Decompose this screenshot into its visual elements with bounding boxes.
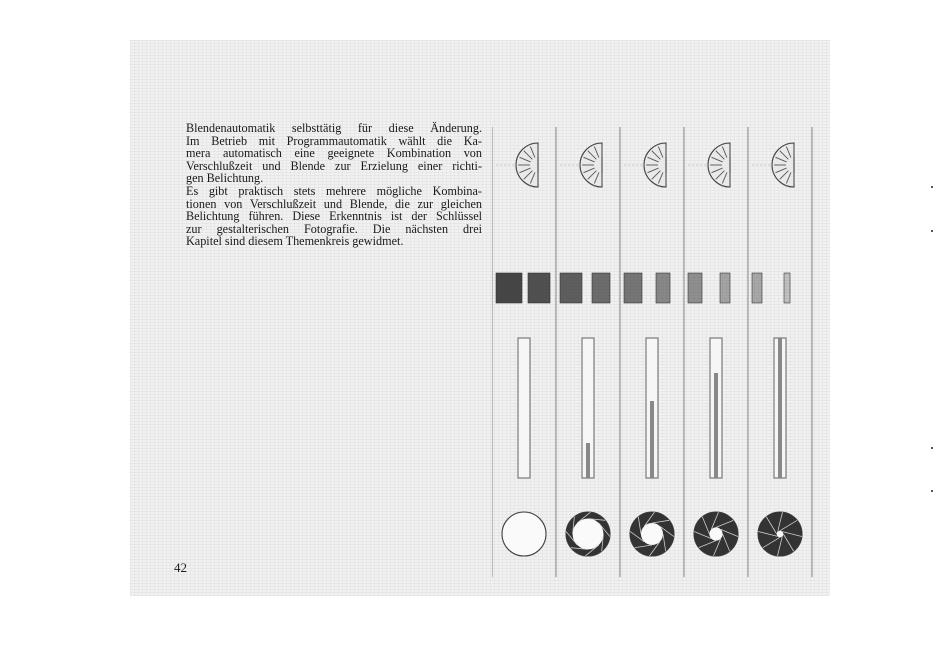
text-line: Verschlußzeit und Blende zur Erzielung einer richti- [186, 158, 482, 173]
aperture-ring [502, 512, 546, 556]
text-line: tionen von Verschlußzeit und Blende, die zur gleichen [186, 196, 482, 211]
exposure-block [688, 273, 702, 303]
exposure-block [624, 273, 642, 303]
book-page [130, 40, 830, 596]
scale-fill [650, 401, 654, 478]
paragraph-2 [186, 185, 482, 248]
text-line: gen Belichtung. [186, 171, 264, 186]
paragraph-1 [186, 122, 482, 185]
text-line: zur gestalterischen Fotografie. Die nächsten drei [186, 221, 482, 236]
scale-slot [518, 338, 530, 478]
exposure-block [592, 273, 610, 303]
exposure-block [720, 273, 730, 303]
text-line: Kapitel sind diesem Themenkreis gewidmet. [186, 234, 404, 249]
scale-fill [778, 338, 782, 478]
exposure-block [752, 273, 762, 303]
page-number: 42 [174, 560, 187, 575]
exposure-block [528, 273, 550, 303]
text-line: Es gibt praktisch stets mehrere mögliche Kombina- [186, 183, 482, 198]
text-line: Belichtung führen. Diese Erkenntnis ist der Schlüssel [186, 209, 482, 224]
text-line: mera automatisch eine geeignete Kombination von [186, 146, 482, 161]
exposure-illustration [492, 123, 818, 581]
text-line: Im Betrieb mit Programmautomatik wählt die Ka- [186, 133, 482, 148]
exposure-block [496, 273, 522, 303]
body-text [186, 122, 482, 248]
exposure-block [560, 273, 582, 303]
exposure-block [784, 273, 790, 303]
scan-mark [931, 230, 933, 232]
exposure-block [656, 273, 670, 303]
scale-fill [714, 373, 718, 478]
text-line: Blendenautomatik selbsttätig für diese Änderung. [186, 121, 482, 135]
scan-mark [931, 490, 933, 492]
scan-mark [931, 447, 933, 449]
scan-mark [931, 186, 933, 188]
scale-fill [586, 443, 590, 478]
